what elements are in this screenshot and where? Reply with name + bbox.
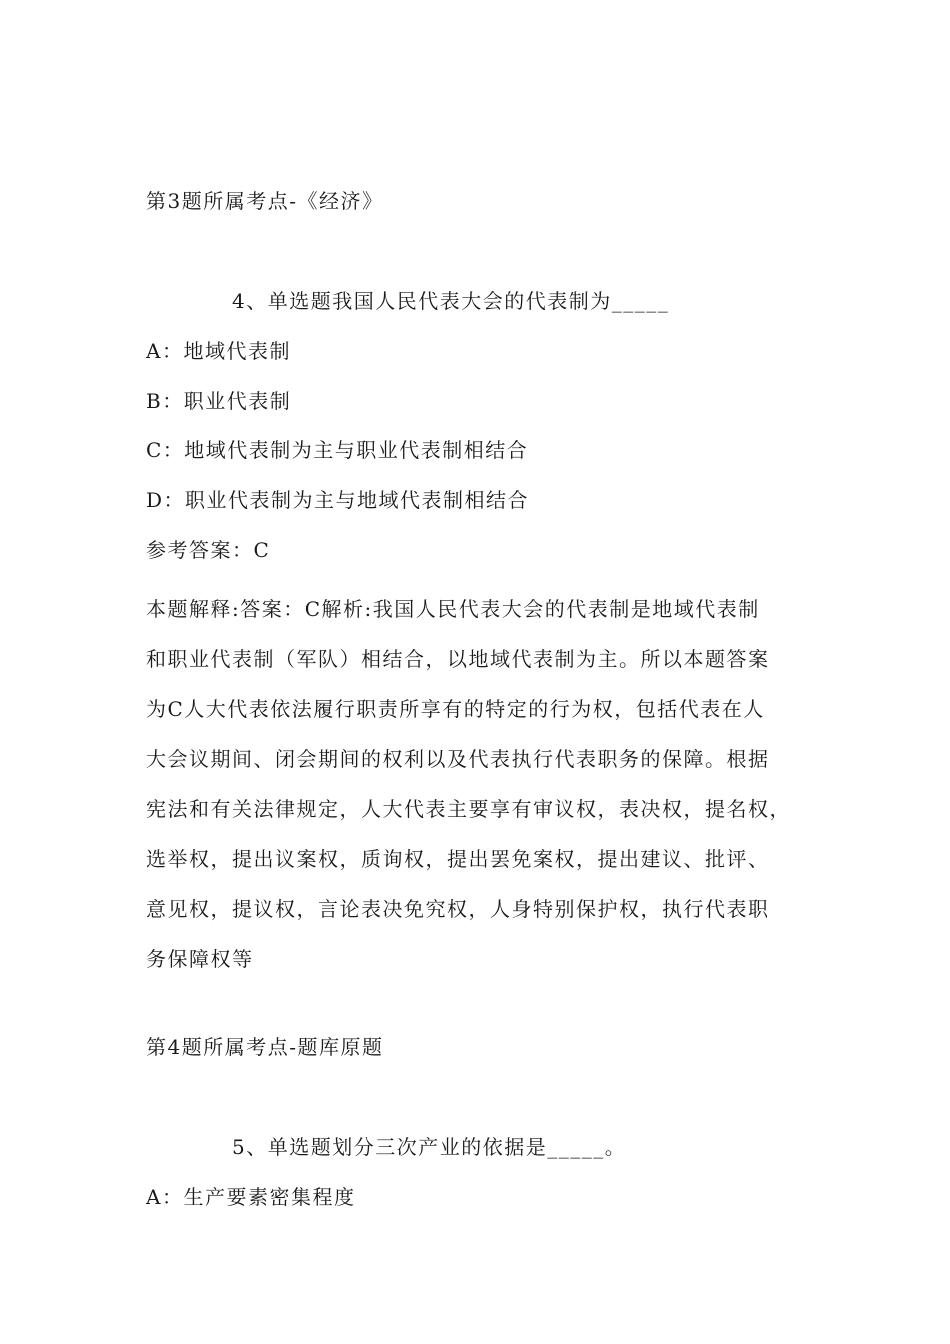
explanation-line: 为C人大代表依法履行职责所享有的特定的行为权，包括代表在人 [146,697,765,721]
explanation-line: 选举权，提出议案权，质询权，提出罢免案权，提出建议、批评、 [146,847,770,871]
explanation-line: 本题解释:答案：C解析:我国人民代表大会的代表制是地域代表制 [146,597,760,621]
q4-option-b: B：职业代表制 [146,389,292,413]
explanation-line: 务保障权等 [146,947,254,971]
q4-option-c: C：地域代表制为主与职业代表制相结合 [146,438,529,462]
q5-stem: 5、单选题划分三次产业的依据是_____。 [232,1135,627,1159]
q4-option-a: A：地域代表制 [146,339,291,363]
explanation-line: 宪法和有关法律规定，人大代表主要享有审议权，表决权，提名权， [146,797,791,821]
q4-answer: 参考答案：C [146,538,271,562]
explanation-line: 和职业代表制（军队）相结合，以地域代表制为主。所以本题答案 [146,647,770,671]
explanation-line: 意见权，提议权，言论表决免究权，人身特别保护权，执行代表职 [146,897,770,921]
q3-topic: 第3题所属考点-《经济》 [146,189,384,213]
q4-topic: 第4题所属考点-题库原题 [146,1035,384,1059]
explanation-line: 大会议期间、闭会期间的权利以及代表执行代表职务的保障。根据 [146,747,770,771]
q4-stem: 4、单选题我国人民代表大会的代表制为_____ [232,289,670,313]
q4-option-d: D：职业代表制为主与地域代表制相结合 [146,488,530,512]
q4-explanation [146,584,836,984]
q5-option-a: A：生产要素密集程度 [146,1185,356,1209]
